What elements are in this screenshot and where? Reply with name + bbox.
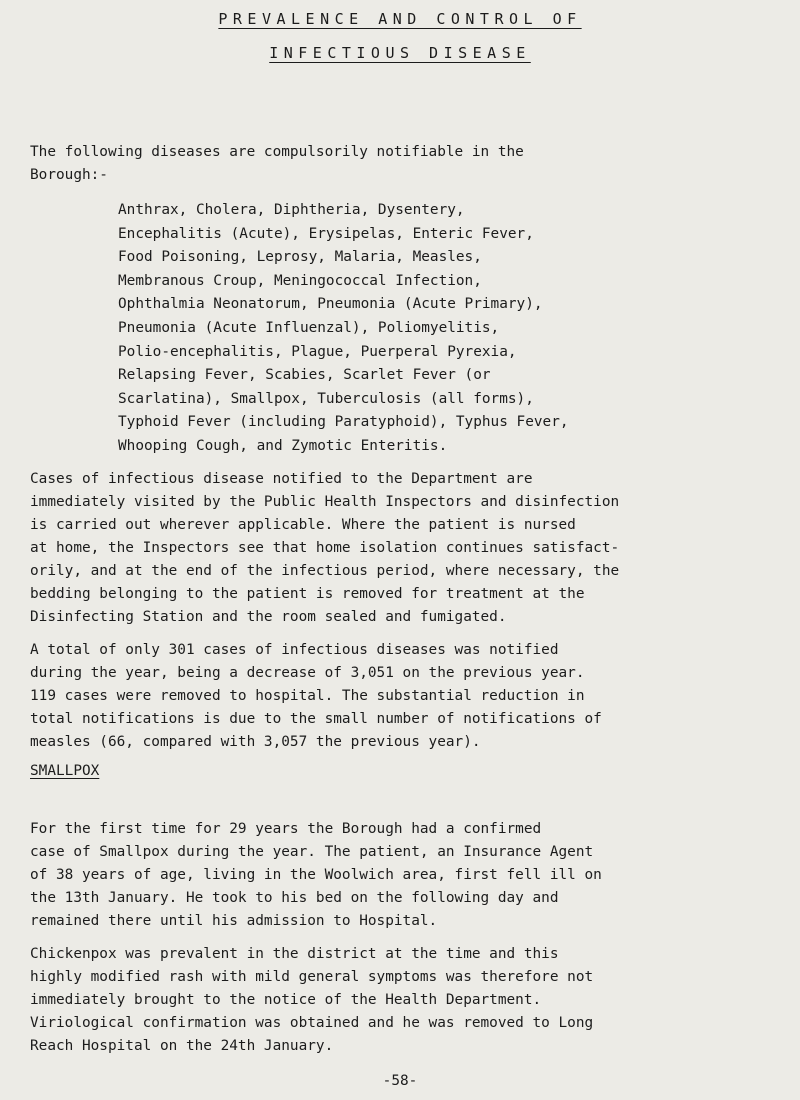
smallpox-paragraph-2: Chickenpox was prevalent in the district at the time and this highly modified rash with mild general symptoms was therefore not immediately brought to the notice of the Health Department. Viriological confirmation was obtained and he was removed to Long Reach Hospital on the 24th January. — [30, 946, 594, 1054]
smallpox-heading: SMALLPOX — [30, 763, 100, 779]
intro-paragraph: The following diseases are compulsorily notifiable in the Borough:- — [30, 144, 524, 183]
smallpox-paragraph-1: For the first time for 29 years the Borough had a confirmed case of Smallpox during the year. The patient, an Insurance Agent of 38 years of age, living in the Woolwich area, first fell ill on the 13th January. He took to his bed on the following day and remained there until his admission to Hospital. — [30, 821, 602, 929]
cases-paragraph: Cases of infectious disease notified to the Department are immediately visited by the Public Health Inspectors and disinfection is carried out wherever applicable. Where the patient is nursed at home, the Inspectors see that home isolation continues satisfact- orily, and at the end of the infectious period, where necessary, the bedding belonging to the patient is removed for treatment at the Disinfecting Station and the room sealed and fumigated. — [30, 471, 620, 625]
total-cases-paragraph: A total of only 301 cases of infectious diseases was notified during the year, being a decrease of 3,051 on the previous year. 119 cases were removed to hospital. The substantial reduction in total notifications is due to the small number of notifications of measles (66, compared with 3,057 the previous year). — [30, 642, 602, 750]
page-title-line-2 — [0, 44, 800, 62]
notifiable-disease-list: Anthrax, Cholera, Diphtheria, Dysentery, Encephalitis (Acute), Erysipelas, Enteric Fever, Food Poisoning, Leprosy, Malaria, Measles, Membranous Croup, Meningococcal Infection, Ophthalmia Neonatorum, Pneumonia (Acute Primary), Pneumonia (Acute Influenzal), Poliomyelitis, Polio-encephalitis, Plague, Puerperal Pyrexia, Relapsing Fever, Scabies, Scarlet Fever (or Scarlatina), Smallpox, Tuberculosis (all forms), Typhoid Fever (including Paratyphoid), Typhus Fever, Whooping Cough, and Zymotic Enteritis. — [118, 202, 569, 454]
page-title-line-1 — [0, 10, 800, 28]
title-text-1: PREVALENCE AND CONTROL OF — [218, 10, 582, 28]
title-text-2: INFECTIOUS DISEASE — [269, 44, 531, 62]
page-number: -58- — [382, 1073, 418, 1089]
